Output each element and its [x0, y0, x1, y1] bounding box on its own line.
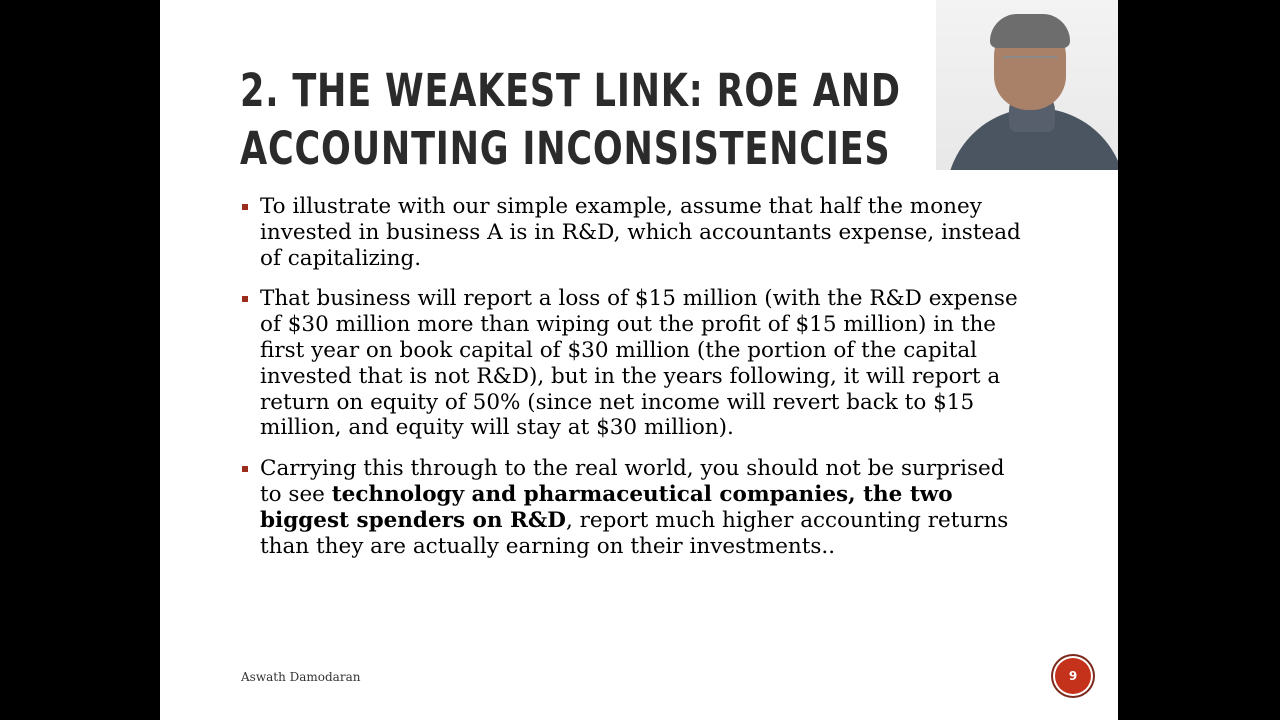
- bullet-text-bold: technology and pharmaceutical companies, the two biggest spenders on R&D: [260, 481, 953, 533]
- square-bullet-icon: [242, 204, 248, 210]
- slide: [160, 0, 1118, 720]
- footer-author: Aswath Damodaran: [241, 670, 361, 684]
- bullet-item: [242, 286, 1032, 441]
- square-bullet-icon: [242, 296, 248, 302]
- presenter-webcam: [936, 0, 1118, 170]
- bullet-text-end: , report much higher accounting returns than they are actually earning on their investments..: [260, 507, 1009, 559]
- bullet-item: [242, 194, 1032, 271]
- page-number-badge: 9: [1055, 658, 1091, 694]
- square-bullet-icon: [242, 466, 248, 472]
- bullet-text-start: Carrying this through to the real world, you should not be surprised to see: [260, 456, 1005, 507]
- bullet-text: To illustrate with our simple example, assume that half the money invested in business A is in R&D, which accountants expense, instead of capitalizing.: [260, 194, 1021, 271]
- bullet-text: That business will report a loss of $15 million (with the R&D expense of $30 million more than wiping out the profit of $15 million) in the first year on book capital of $30 million (the portion of the capital invested that is not R&D), but in the years following, it will report a return on equity of 50% (since net income will revert back to $15 million, and equity will stay at $30 million).: [260, 286, 1018, 441]
- bullet-list: [242, 194, 1032, 574]
- bullet-item: [242, 456, 1032, 559]
- slide-title-line-2: ACCOUNTING INCONSISTENCIES: [240, 122, 891, 175]
- slide-title: [240, 62, 901, 178]
- slide-title-line-1: 2. THE WEAKEST LINK: ROE AND: [240, 64, 901, 117]
